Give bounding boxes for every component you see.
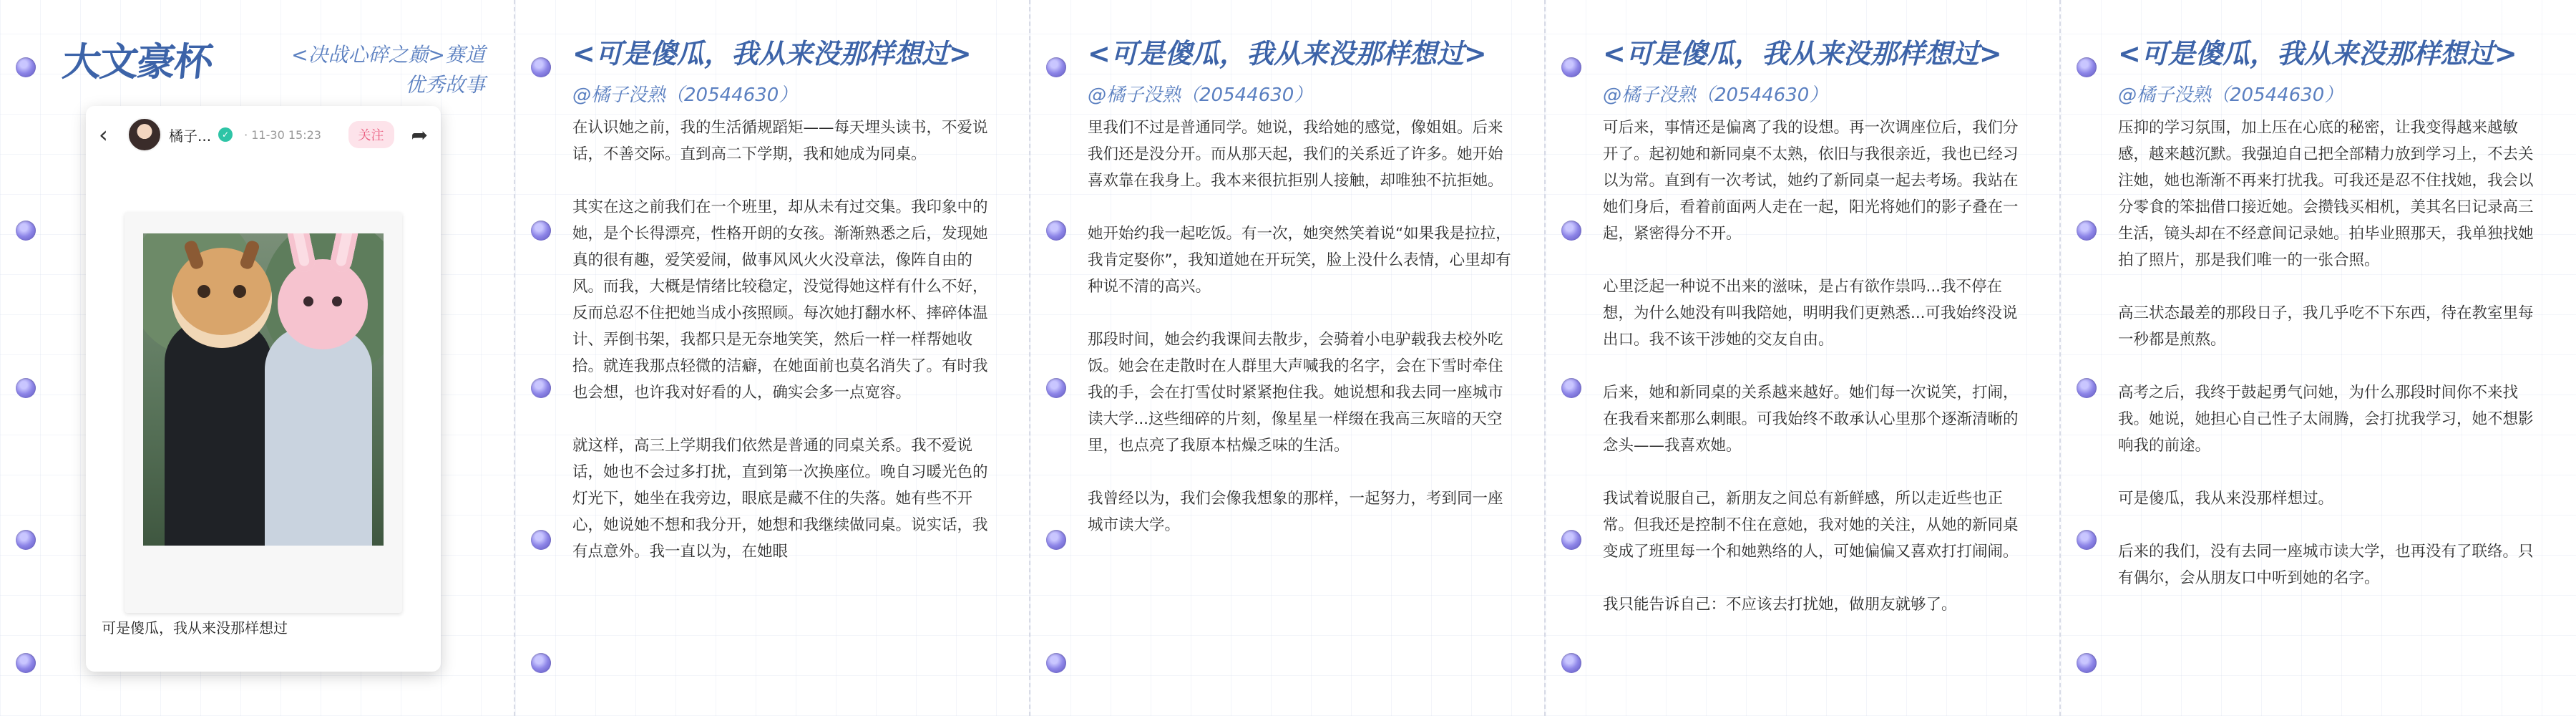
binder-hole-icon [16, 653, 36, 673]
binder-hole-icon [531, 653, 551, 673]
couple-photo [143, 233, 384, 546]
binder-hole-icon [1561, 221, 1581, 241]
bunny-sticker-icon [278, 259, 368, 349]
binder-hole-icon [1046, 530, 1066, 550]
paragraph: 里我们不过是普通同学。她说，我给她的感觉，像姐姐。后来我们还是没分开。而从那天起，我们的关系近了许多。她开始喜欢靠在我身上。我本来很抗拒别人接触，却唯独不抗拒她。 [1088, 119, 1503, 190]
deer-sticker-icon [172, 248, 272, 348]
binder-holes [531, 0, 557, 716]
binder-hole-icon [2077, 653, 2097, 673]
contest-track-name: <决战心碎之巅>赛道 [291, 43, 485, 67]
binder-hole-icon [1046, 221, 1066, 241]
story-page-4 [2061, 0, 2576, 716]
binder-hole-icon [1561, 378, 1581, 398]
post-time: · 11-30 15:23 [244, 127, 321, 142]
follow-button[interactable]: 关注 [348, 121, 394, 148]
story-body [1603, 115, 2029, 618]
paragraph: 我试着说服自己，新朋友之间总有新鲜感，所以走近些也正常。但我还是控制不住在意她，我对她的关注，从她的新同桌变成了班里每一个和她熟络的人，可她偏偏又喜欢打打闹闹。 [1603, 490, 2019, 561]
binder-holes [16, 0, 42, 716]
binder-holes [2077, 0, 2102, 716]
cover-panel [0, 0, 515, 716]
story-author: @橘子没熟（20544630） [572, 84, 798, 106]
binder-hole-icon [16, 530, 36, 550]
paragraph: 我曾经以为，我们会像我想象的那样，一起努力，考到同一座城市读大学。 [1088, 490, 1503, 534]
paragraph: 我只能告诉自己：不应该去打扰她，做朋友就够了。 [1603, 596, 1957, 614]
post-header [86, 106, 441, 163]
story-title: <可是傻瓜，我从来没那样想过> [2118, 38, 2517, 69]
binder-holes [1046, 0, 1072, 716]
story-author: @橘子没熟（20544630） [2118, 84, 2343, 106]
binder-hole-icon [1046, 653, 1066, 673]
binder-hole-icon [2077, 221, 2097, 241]
person-dark-jacket [165, 319, 272, 546]
paragraph: 高考之后，我终于鼓起勇气问她，为什么那段时间你不来找我。她说，她担心自己性子太闹腾，会打扰我学习，她不想影响我的前途。 [2118, 384, 2534, 455]
paragraph: 就这样，高三上学期我们依然是普通的同桌关系。我不爱说话，她也不会过多打扰，直到第一次换座位。晚自习暖光色的灯光下，她坐在我旁边，眼底是藏不住的失落。她有些不开心，她说她不想和我分开，她想和我继续做同桌。说实话，我有点意外。我一直以为，在她眼 [572, 437, 988, 561]
binder-hole-icon [531, 221, 551, 241]
brand-logo: 大文豪杯 [60, 39, 214, 84]
paragraph: 后来的我们，没有去同一座城市读大学，也再没有了联络。只有偶尔，会从朋友口中听到她的名字。 [2118, 543, 2534, 587]
story-page-3 [1546, 0, 2061, 716]
paragraph: 可是傻瓜，我从来没那样想过。 [2118, 490, 2334, 508]
person-denim-jacket [265, 326, 372, 546]
binder-hole-icon [1561, 57, 1581, 77]
paragraph: 其实在这之前我们在一个班里，却从未有过交集。我印象中的她，是个长得漂亮，性格开朗的女孩。渐渐熟悉之后，发现她真的很有趣，爱笑爱闹，做事风风火火没章法，像阵自由的风。而我，大概是情绪比较稳定，没觉得她这样有什么不好，反而总忍不住把她当成小孩照顾。每次她打翻水杯、摔碎体温计、弄倒书架，我都只是无奈地笑笑，然后一样一样帮她收拾。就连我那点轻微的洁癖，在她面前也莫名消失了。有时我也会想，也许我对好看的人，确实会多一点宽容。 [572, 198, 988, 402]
verified-icon: ✓ [218, 127, 233, 142]
paragraph: 心里泛起一种说不出来的滋味，是占有欲作祟吗...我不停在想，为什么她没有叫我陪她，明明我们更熟悉...可我始终没说出口。我不该干涉她的交友自由。 [1603, 278, 2018, 349]
story-title: <可是傻瓜，我从来没那样想过> [1603, 38, 2002, 69]
binder-hole-icon [1046, 57, 1066, 77]
story-title: <可是傻瓜，我从来没那样想过> [1088, 38, 1487, 69]
username[interactable]: 橘子... [169, 127, 212, 145]
back-arrow-icon[interactable]: ‹ [99, 121, 108, 148]
paragraph: 后来，她和新同桌的关系越来越好。她们每一次说笑，打闹，在我看来都那么刺眼。可我始终不敢承认心里那个逐渐清晰的念头——我喜欢她。 [1603, 384, 2019, 455]
binder-hole-icon [531, 57, 551, 77]
story-body [1088, 115, 1514, 538]
binder-hole-icon [16, 221, 36, 241]
post-screenshot-card [86, 106, 441, 672]
binder-hole-icon [16, 378, 36, 398]
share-icon[interactable]: ➦ [411, 122, 428, 147]
binder-hole-icon [2077, 530, 2097, 550]
paragraph: 在认识她之前，我的生活循规蹈矩——每天埋头读书，不爱说话，不善交际。直到高二下学期，我和她成为同桌。 [572, 119, 988, 163]
story-body [572, 115, 999, 565]
binder-hole-icon [1046, 378, 1066, 398]
binder-holes [1561, 0, 1587, 716]
post-caption: 可是傻瓜，我从来没那样想过 [102, 619, 288, 637]
story-title: <可是傻瓜，我从来没那样想过> [572, 38, 972, 69]
binder-hole-icon [16, 57, 36, 77]
story-page-1 [515, 0, 1030, 716]
paragraph: 她开始约我一起吃饭。有一次，她突然笑着说“如果我是拉拉，我肯定娶你”，我知道她在开玩笑，脸上没什么表情，心里却有种说不清的高兴。 [1088, 225, 1511, 296]
paragraph: 压抑的学习氛围，加上压在心底的秘密，让我变得越来越敏感，越来越沉默。我强迫自己把全部精力放到学习上，不去关注她，她也渐渐不再来打扰我。可我还是忍不住找她，我会以分零食的笨拙借口接近她。会攒钱买相机，美其名曰记录高三生活，镜头却在不经意间记录她。拍毕业照那天，我单独找她拍了照片，那是我们唯一的一张合照。 [2118, 119, 2534, 269]
story-body [2118, 115, 2545, 591]
contest-award: 优秀故事 [404, 73, 485, 97]
story-page-2 [1030, 0, 1546, 716]
avatar[interactable] [127, 117, 162, 152]
polaroid-frame [125, 212, 402, 613]
binder-hole-icon [531, 530, 551, 550]
binder-hole-icon [2077, 378, 2097, 398]
paragraph: 可后来，事情还是偏离了我的设想。再一次调座位后，我们分开了。起初她和新同桌不太熟，依旧与我很亲近，我也已经习以为常。直到有一次考试，她约了新同桌一起去考场。我站在她们身后，看着前面两人走在一起，阳光将她们的影子叠在一起，紧密得分不开。 [1603, 119, 2019, 243]
binder-hole-icon [2077, 57, 2097, 77]
binder-hole-icon [531, 378, 551, 398]
binder-hole-icon [1561, 653, 1581, 673]
paragraph: 那段时间，她会约我课间去散步，会骑着小电驴载我去校外吃饭。她会在走散时在人群里大声喊我的名字，会在下雪时牵住我的手，会在打雪仗时紧紧抱住我。她说想和我去同一座城市读大学...这些细碎的片刻，像星星一样缀在我高三灰暗的天空里，也点亮了我原本枯燥乏味的生活。 [1088, 331, 1503, 455]
paragraph: 高三状态最差的那段日子，我几乎吃不下东西，待在教室里每一秒都是煎熬。 [2118, 304, 2534, 349]
story-author: @橘子没熟（20544630） [1603, 84, 1828, 106]
contest-track [291, 40, 485, 100]
story-author: @橘子没熟（20544630） [1088, 84, 1313, 106]
binder-hole-icon [1561, 530, 1581, 550]
